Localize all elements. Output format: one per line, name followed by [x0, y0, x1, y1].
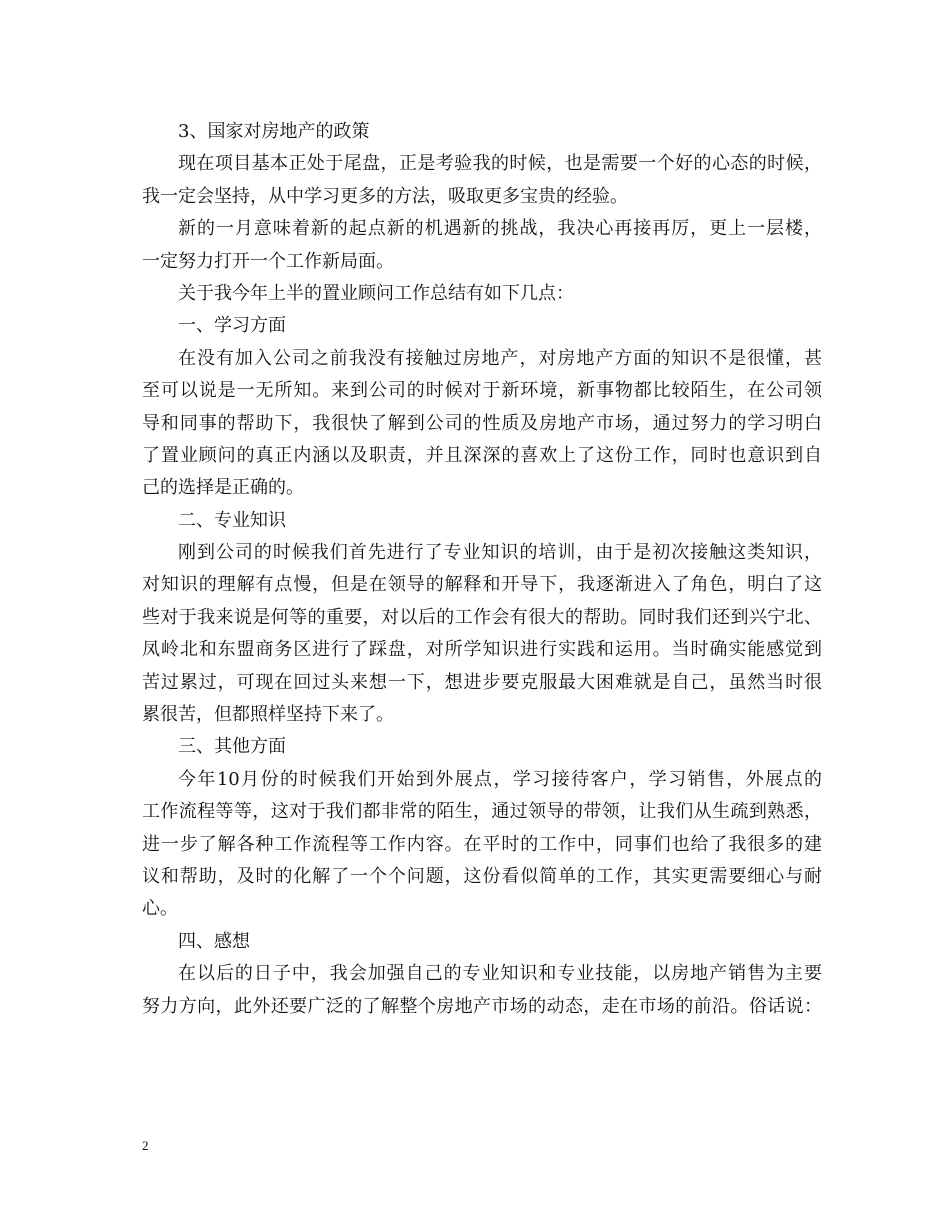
- section-heading-thoughts: 四、感想: [178, 930, 250, 952]
- paragraph-line: 议和帮助，及时的化解了一个个问题，这份看似简单的工作，其实更需要细心与耐: [142, 865, 822, 887]
- paragraph-line: 至可以说是一无所知。来到公司的时候对于新环境，新事物都比较陌生，在公司领: [142, 380, 822, 402]
- paragraph-line: 心。: [142, 898, 178, 920]
- section-heading-other: 三、其他方面: [178, 736, 286, 758]
- paragraph-line: 导和同事的帮助下，我很快了解到公司的性质及房地产市场，通过努力的学习明白: [142, 412, 822, 434]
- paragraph-line: 己的选择是正确的。: [142, 477, 304, 499]
- section-heading-policy: 3、国家对房地产的政策: [178, 121, 370, 142]
- paragraph-line: 一定努力打开一个工作新局面。: [142, 250, 394, 272]
- paragraph-line: 刚到公司的时候我们首先进行了专业知识的培训，由于是初次接触这类知识，: [178, 542, 822, 564]
- document-body: [142, 116, 822, 1023]
- paragraph-line: 在没有加入公司之前我没有接触过房地产，对房地产方面的知识不是很懂，甚: [178, 347, 822, 369]
- paragraph-line: 苦过累过，可现在回过头来想一下，想进步要克服最大困难就是自己，虽然当时很: [142, 671, 822, 693]
- section-heading-professional: 二、专业知识: [178, 509, 286, 531]
- paragraph-line: 了置业顾问的真正内涵以及职责，并且深深的喜欢上了这份工作，同时也意识到自: [142, 444, 822, 466]
- paragraph-line: 关于我今年上半的置业顾问工作总结有如下几点：: [178, 282, 574, 304]
- page-number: 2: [142, 1138, 149, 1153]
- section-heading-study: 一、学习方面: [178, 315, 286, 337]
- paragraph-line: 在以后的日子中，我会加强自己的专业知识和专业技能，以房地产销售为主要: [178, 963, 822, 985]
- paragraph-line: 些对于我来说是何等的重要，对以后的工作会有很大的帮助。同时我们还到兴宁北、: [142, 606, 822, 628]
- paragraph-line: 新的一月意味着新的起点新的机遇新的挑战，我决心再接再厉，更上一层楼，: [178, 218, 822, 240]
- paragraph-line: 凤岭北和东盟商务区进行了踩盘，对所学知识进行实践和运用。当时确实能感觉到: [142, 639, 822, 661]
- paragraph-line: 累很苦，但都照样坚持下来了。: [142, 704, 394, 726]
- paragraph-line: 工作流程等等，这对于我们都非常的陌生，通过领导的带领，让我们从生疏到熟悉，: [142, 801, 822, 823]
- paragraph-line: 对知识的理解有点慢，但是在领导的解释和开导下，我逐渐进入了角色，明白了这: [142, 574, 822, 596]
- paragraph-line: 现在项目基本正处于尾盘，正是考验我的时候，也是需要一个好的心态的时候，: [178, 153, 822, 175]
- paragraph-line: 今年10月份的时候我们开始到外展点，学习接待客户，学习销售，外展点的: [178, 768, 822, 790]
- paragraph-line: 进一步了解各种工作流程等工作内容。在平时的工作中，同事们也给了我很多的建: [142, 833, 822, 855]
- paragraph-line: 努力方向，此外还要广泛的了解整个房地产市场的动态，走在市场的前沿。俗话说：: [142, 995, 822, 1017]
- paragraph-line: 我一定会坚持，从中学习更多的方法，吸取更多宝贵的经验。: [142, 185, 628, 207]
